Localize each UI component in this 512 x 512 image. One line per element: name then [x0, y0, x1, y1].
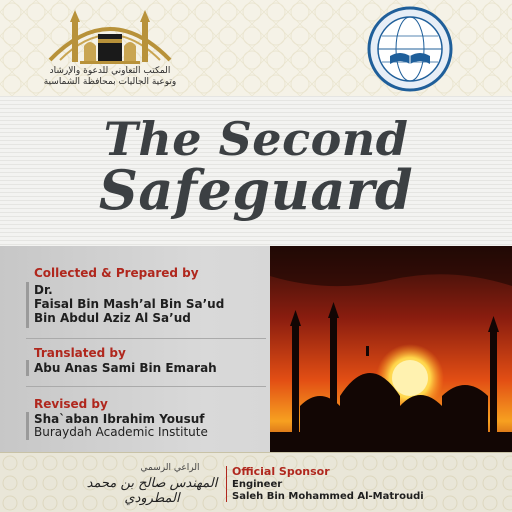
- sponsor-divider: [226, 466, 227, 502]
- mosque-sunset-silhouette-icon: [270, 246, 512, 452]
- sponsor-arabic-label: الراعي الرسمي: [140, 463, 200, 473]
- translated-accent-bar: [26, 360, 29, 376]
- revised-by-name: Sha`aban Ibrahim Yousuf: [34, 412, 205, 426]
- collected-by-name-line1: Faisal Bin Mash’al Bin Sa’ud: [34, 297, 225, 311]
- collected-by-name-line2: Bin Abdul Aziz Al Sa’ud: [34, 311, 191, 325]
- title-line-1: The Second: [103, 112, 409, 166]
- revised-by-affiliation: Buraydah Academic Institute: [34, 425, 208, 439]
- header-band: [0, 0, 512, 96]
- collected-by-title: Dr.: [34, 283, 53, 297]
- collected-accent-bar: [26, 282, 29, 328]
- left-logo-caption-line2: وتوعية الجاليات بمحافظة الشماسية: [43, 77, 177, 87]
- left-logo-caption: [30, 66, 190, 88]
- revised-accent-bar: [26, 412, 29, 440]
- credits-divider: [26, 338, 266, 339]
- revised-by-label: Revised by: [34, 397, 108, 411]
- sponsor-title: Engineer: [232, 479, 283, 490]
- translated-by-name: Abu Anas Sami Bin Emarah: [34, 361, 217, 375]
- left-logo-caption-line1: المكتب التعاوني للدعوة والإرشاد: [49, 66, 171, 76]
- title-line-2: Safeguard: [98, 158, 414, 222]
- translated-by-label: Translated by: [34, 346, 126, 360]
- globe-quran-emblem-icon: [352, 6, 468, 92]
- collected-by-label: Collected & Prepared by: [34, 266, 199, 280]
- sponsor-arabic-signature: المهندس صالح بن محمد المطرودي: [86, 476, 218, 506]
- credits-divider: [26, 386, 266, 387]
- sponsor-name: Saleh Bin Mohammed Al-Matroudi: [232, 491, 424, 502]
- sponsor-label: Official Sponsor: [232, 465, 330, 478]
